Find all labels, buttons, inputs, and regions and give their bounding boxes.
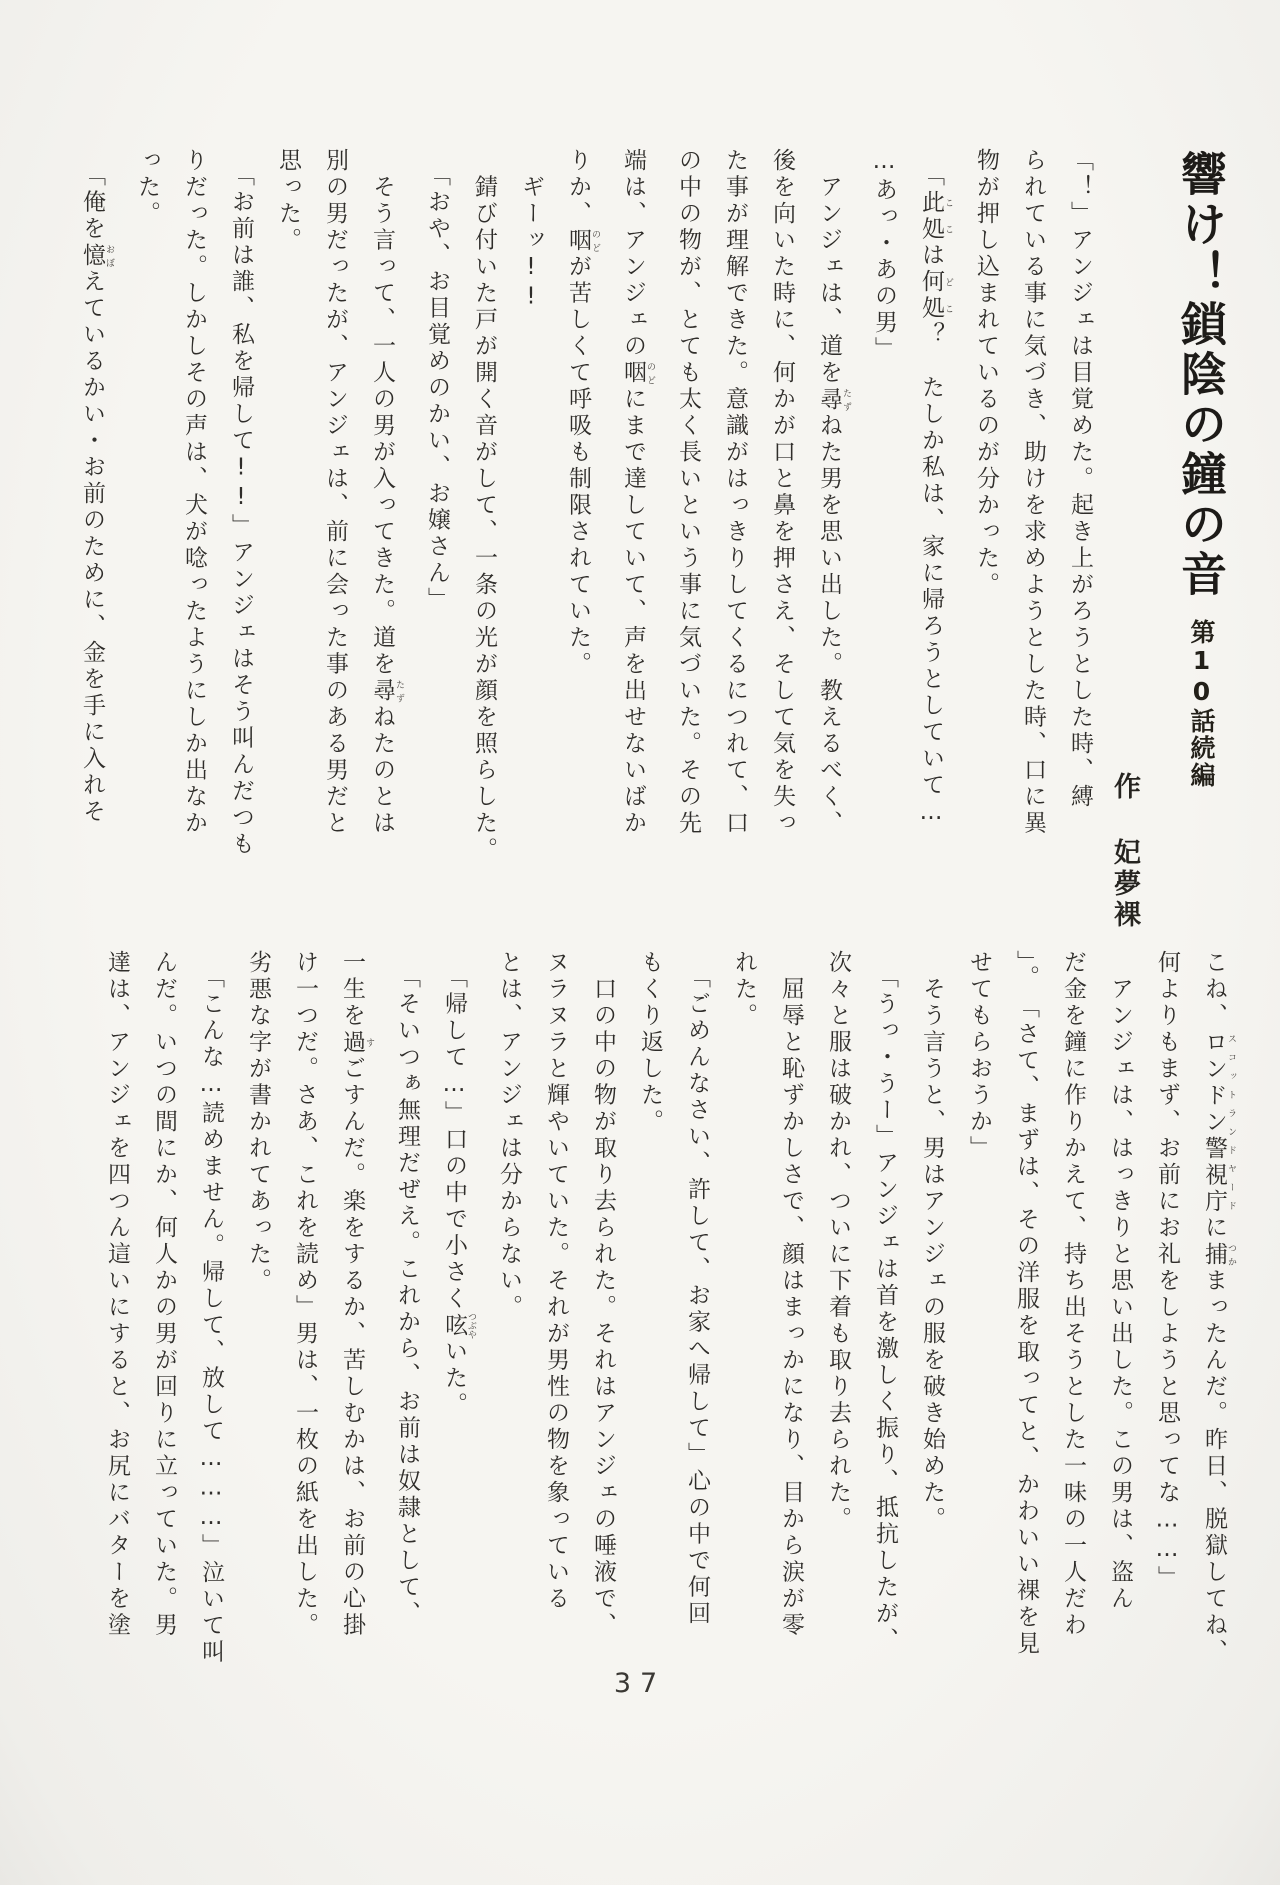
text-column: た事が理解できた。意識がはっきりしてくるにつれて、口	[722, 148, 748, 837]
text-column: 端は、アンジェの咽 のどにまで達していて、声を出せないばか	[620, 148, 655, 837]
story-text-top-block	[79, 148, 1094, 958]
text-column: そう言うと、男はアンジェの服を破き始めた。	[919, 950, 945, 1533]
text-column: …あっ・あの男」	[871, 148, 897, 363]
text-column: 「こんな…読めません。帰して、放して………」泣いて叫	[198, 950, 224, 1666]
text-column: 口の中の物が取り去られた。それはアンジェの唾液で、	[590, 950, 616, 1639]
text-column: 「俺を憶 おぼえているかい・お前のために、金を手に入れそ	[79, 148, 114, 826]
text-column: 「此処 ここは何処 どこ？ たしか私は、家に帰ろうとしていて…	[918, 148, 953, 829]
text-column: 劣悪な字が書かれてあった。	[245, 950, 271, 1295]
text-column: け一つだ。さあ、これを読め」男は、一枚の紙を出した。	[292, 950, 318, 1639]
text-column: 「お前は誰、私を帰して!!」アンジェはそう叫んだつも	[228, 148, 254, 858]
text-column: アンジェは、はっきりと思い出した。この男は、盗ん	[1107, 950, 1133, 1613]
text-column: った。	[134, 148, 160, 228]
text-column: 屈辱と恥ずかしさで、顔はまっかになり、目から涙が零	[778, 950, 804, 1639]
text-column: こね、ロンドン警視庁 スコットランドヤードに捕 つかまったんだ。昨日、脱獄してね、	[1201, 950, 1236, 1666]
author-label: 作	[1109, 772, 1140, 803]
text-column: 「帰して…」口の中で小さく呟 つぶやいた。	[441, 950, 476, 1419]
story-text-bottom-block	[40, 950, 1236, 1780]
text-column: 後を向いた時に、何かが口と鼻を押さえ、そして気を失っ	[769, 148, 795, 837]
text-column: 「！」アンジェは目覚めた。起き上がろうとした時、縛	[1067, 148, 1093, 811]
text-column: もくり返した。	[637, 950, 663, 1136]
text-column: 別の男だったが、アンジェは、前に会った事のある男だと	[322, 148, 348, 837]
text-column: だ金を鐘に作りかえて、持ち出そうとした一味の一人だわ	[1060, 950, 1086, 1639]
text-column: 「おや、お目覚めのかい、お嬢さん」	[424, 148, 450, 614]
page-number: 37	[613, 1668, 667, 1699]
text-column: アンジェは、道を尋 たずねた男を思い出した。教えるべく、	[816, 148, 851, 837]
text-column: られている事に気づき、助けを求めようとした時、口に異	[1020, 148, 1046, 837]
text-column: 何よりもまず、お前にお礼をしようと思ってな……」	[1154, 950, 1180, 1592]
text-column: 物が押し込まれているのが分かった。	[973, 148, 999, 599]
text-column: れた。	[731, 950, 757, 1030]
text-column: そう言って、一人の男が入ってきた。道を尋 たずねたのとは	[369, 148, 404, 837]
text-column: ヌラヌラと輝やいていた。それが男性の物を象っている	[543, 950, 569, 1613]
text-column: 」。 「さて、まずは、その洋服を取ってと、かわいい裸を見	[1013, 950, 1039, 1658]
text-column: の中の物が、とても太く長いという事に気づいた。その先	[675, 148, 701, 837]
text-column: りか、咽 のどが苦しくて呼吸も制限されていた。	[565, 148, 600, 678]
text-column: りだった。しかしその声は、犬が唸ったようにしか出なか	[181, 148, 207, 837]
text-column: とは、アンジェは分からない。	[496, 950, 522, 1321]
episode-subtitle: 第10話続編	[1187, 619, 1216, 789]
text-column: 達は、アンジェを四つん這いにすると、お尻にバターを塗	[104, 950, 130, 1639]
author-name: 妃夢裸	[1109, 838, 1140, 931]
text-column: 錆び付いた戸が開く音がして、一条の光が顔を照らした。	[471, 148, 497, 864]
text-column: 「うっ・うー」アンジェは首を激しく振り、抵抗したが、	[872, 950, 898, 1654]
text-column: 「そいつぁ無理だぜえ。これから、お前は奴隷として、	[394, 950, 420, 1628]
text-column: んだ。いつの間にか、何人かの男が回りに立っていた。男	[151, 950, 177, 1639]
text-column: ギーッ!!	[518, 148, 544, 313]
text-column: せてもらおうか」	[966, 950, 992, 1162]
page-title: 響け！鎖陰の鐘の音	[1174, 150, 1228, 600]
text-column: 「ごめんなさい、許して、お家へ帰して」心の中で何回	[684, 950, 710, 1628]
text-column: 思った。	[275, 148, 301, 254]
text-column: 一生を過 すごすんだ。楽をするか、苦しむかは、お前の心掛	[339, 950, 374, 1639]
text-column: 次々と服は破かれ、ついに下着も取り去られた。	[825, 950, 851, 1533]
